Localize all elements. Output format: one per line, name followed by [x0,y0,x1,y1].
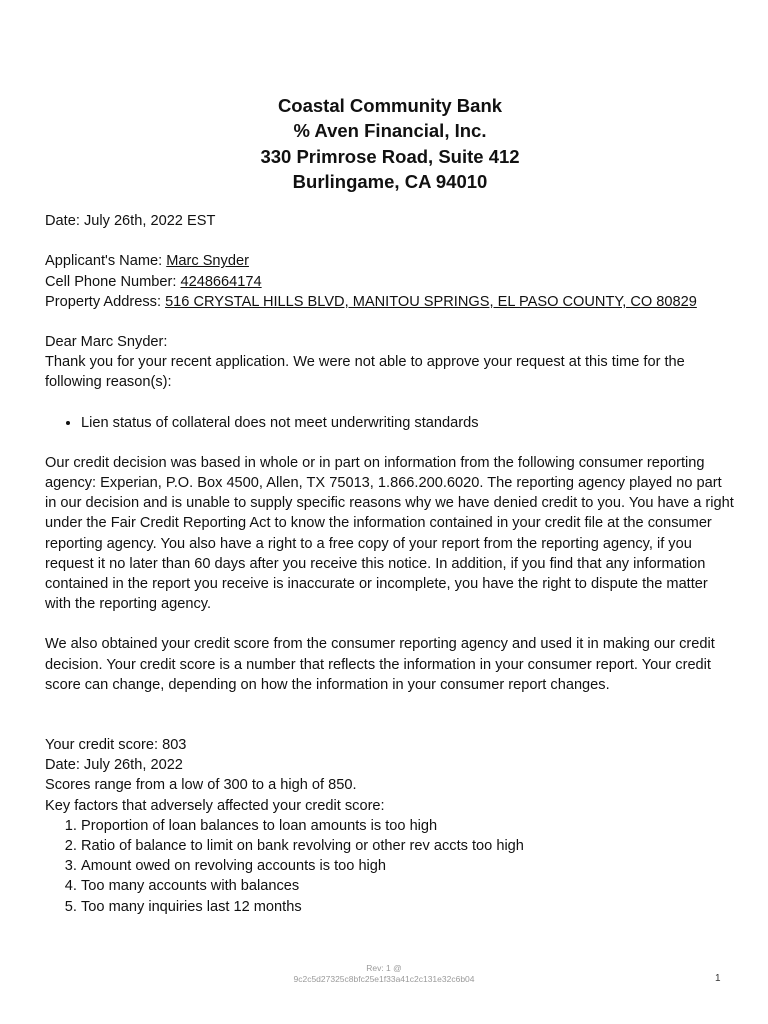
date-label: Date: [45,213,84,230]
cell-phone-line [45,272,735,292]
spacer [45,715,735,735]
spacer [45,312,735,332]
key-factor: 5. Too many inquiries last 12 months [81,897,735,917]
key-factors-list [45,816,735,917]
spacer [45,614,735,634]
key-factor: 2. Ratio of balance to limit on bank revolving or other rev accts too high [81,836,735,856]
intro-paragraph: Thank you for your recent application. We were not able to approve your request at this time for the following reason(s): [45,354,685,391]
credit-score-line: Your credit score: 803 [45,737,187,754]
letter-date [45,211,735,231]
property-address-label: Property Address: [45,293,166,310]
spacer [45,393,735,413]
date-value: July 26th, 2022 EST [83,213,216,230]
credit-decision-paragraph: Our credit decision was based in whole or in part on information from the following consumer reporting agency: Experian, P.O. Box 4500, Allen, TX 75013, 1.866.200.6020. The reporting agency played no part in our decision and is unable to supply specific reasons why we have denied credit to you. You have a right under the Fair Credit Reporting Act to know the information contained in your credit file at the consumer reporting agency. You also have a right to a free copy of your report from the reporting agency, if you request it no later than 60 days after you receive this notice. In addition, if you find that any information contained in the report you receive is inaccurate or incomplete, you have the right to dispute the matter with the reporting agency. [45,454,734,613]
cell-phone-value: 4248664174 [180,273,262,290]
bank-street: 330 Primrose Road, Suite 412 [260,145,520,167]
denial-reasons-list [45,413,735,433]
bank-name: Coastal Community Bank [277,95,503,116]
score-range-line: Scores range from a low of 300 to a high of 850. [45,777,357,794]
denial-reason: • Lien status of collateral does not meet underwriting standards [81,413,735,433]
applicant-name-label: Applicant's Name: [45,253,167,270]
key-factor: 1. Proportion of loan balances to loan amounts is too high [81,816,735,836]
score-date-line: Date: July 26th, 2022 [45,757,183,774]
care-of-line: % Aven Financial, Inc. [293,120,487,142]
bank-city: Burlingame, CA 94010 [292,170,488,192]
spacer [45,433,735,453]
bank-header [45,93,735,194]
revision-footer [0,963,768,985]
key-factor: 3. Amount owed on revolving accounts is too high [81,856,735,876]
applicant-name-value: Marc Snyder [166,253,249,270]
key-factors-heading: Key factors that adversely affected your credit score: [45,797,385,814]
revision-hash: 9c2c5d27325c8bfc25e1f33a41c2c131e32c6b04 [293,974,475,984]
spacer [45,695,735,715]
spacer [45,231,735,251]
salutation: Dear Marc Snyder: [45,334,168,350]
revision-line: Rev: 1 @ [366,963,402,973]
property-address-value: 516 CRYSTAL HILLS BLVD, MANITOU SPRINGS, EL PASO COUNTY, CO 80829 [165,293,697,310]
credit-score-paragraph: We also obtained your credit score from the consumer reporting agency and used it in making our credit decision. Your credit score is a number that reflects the information in your consumer report. Your credit score can change, depending on how the information in your consumer report changes. [45,636,715,693]
property-address-line [45,292,735,312]
page-number: 1 [715,973,721,984]
letter-page [45,93,735,917]
applicant-name-line [45,251,735,271]
key-factor: 4. Too many accounts with balances [81,876,735,896]
cell-phone-label: Cell Phone Number: [45,273,181,290]
